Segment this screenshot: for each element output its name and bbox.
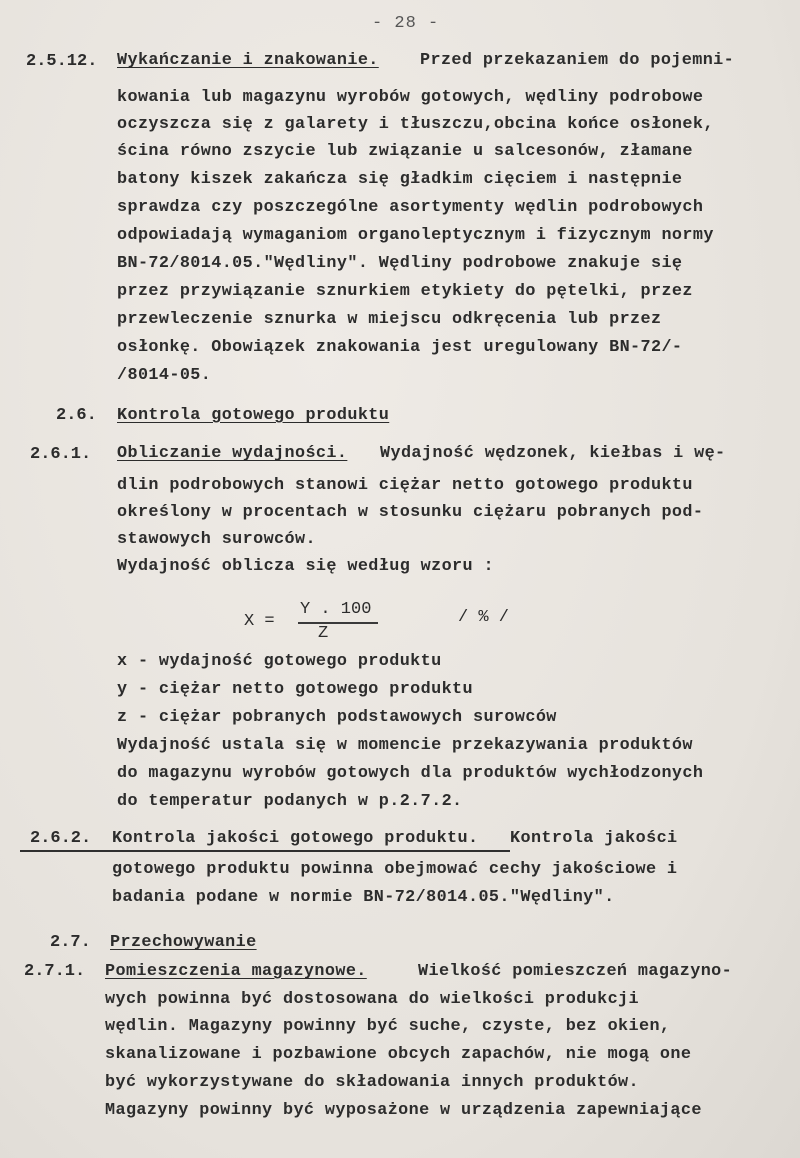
paragraph-line: dlin podrobowych stanowi ciężar netto gotowego produktu bbox=[117, 476, 693, 495]
section-title: Kontrola jakości gotowego produktu. bbox=[112, 829, 479, 848]
paragraph-line: BN-72/8014.05."Wędliny". Wędliny podrobowe znakuje się bbox=[117, 254, 683, 273]
paragraph-line: batony kiszek zakańcza się gładkim cięciem i następnie bbox=[117, 170, 683, 189]
paragraph-line: wych powinna być dostosowana do wielkości produkcji bbox=[105, 990, 639, 1009]
paragraph-line: przez przywiązanie sznurkiem etykiety do pętelki, przez bbox=[117, 282, 693, 301]
formula-denominator: Z bbox=[318, 624, 329, 643]
paragraph-line: wędlin. Magazyny powinny być suche, czyste, bez okien, bbox=[105, 1017, 671, 1036]
section-title: Przechowywanie bbox=[110, 933, 257, 952]
paragraph-line: skanalizowane i pozbawione obcych zapachów, nie mogą one bbox=[105, 1045, 692, 1064]
formula-unit: / % / bbox=[458, 608, 510, 627]
paragraph-line: osłonkę. Obowiązek znakowania jest uregulowany BN-72/- bbox=[117, 338, 683, 357]
section-title: Kontrola gotowego produktu bbox=[117, 406, 390, 425]
title-underline bbox=[20, 850, 510, 852]
paragraph-line: być wykorzystywane do składowania innych produktów. bbox=[105, 1073, 639, 1092]
fraction-bar bbox=[298, 622, 378, 624]
paragraph-line: badania podane w normie BN-72/8014.05."Wędliny". bbox=[112, 888, 615, 907]
paragraph-line: kowania lub magazynu wyrobów gotowych, wędliny podrobowe bbox=[117, 88, 704, 107]
paragraph-line: Kontrola jakości bbox=[510, 829, 678, 848]
paragraph-line: Magazyny powinny być wyposażone w urządzenia zapewniające bbox=[105, 1101, 702, 1120]
section-number: 2.6.2. bbox=[30, 829, 92, 848]
section-title: Wykańczanie i znakowanie. bbox=[117, 51, 379, 70]
section-number: 2.7. bbox=[50, 933, 91, 952]
legend-line: z - ciężar pobranych podstawowych surowców bbox=[117, 708, 557, 727]
paragraph-line: Wydajność ustala się w momencie przekazywania produktów bbox=[117, 736, 693, 755]
paragraph-line: gotowego produktu powinna obejmować cechy jakościowe i bbox=[112, 860, 678, 879]
paragraph-line: do temperatur podanych w p.2.7.2. bbox=[117, 792, 463, 811]
paragraph-line: odpowiadają wymaganiom organoleptycznym i fizycznym normy bbox=[117, 226, 714, 245]
section-number: 2.7.1. bbox=[24, 962, 86, 981]
legend-line: y - ciężar netto gotowego produktu bbox=[117, 680, 473, 699]
paragraph-line: przewleczenie sznurka w miejscu odkręcenia lub przez bbox=[117, 310, 662, 329]
paragraph-line: /8014-05. bbox=[117, 366, 212, 385]
paragraph-line: ścina równo zszycie lub związanie u salcesonów, złamane bbox=[117, 142, 693, 161]
paragraph-line: do magazynu wyrobów gotowych dla produktów wychłodzonych bbox=[117, 764, 704, 783]
legend-line: x - wydajność gotowego produktu bbox=[117, 652, 442, 671]
paragraph-line: sprawdza czy poszczególne asortymenty wędlin podrobowych bbox=[117, 198, 704, 217]
paragraph-line: oczyszcza się z galarety i tłuszczu,obcina końce osłonek, bbox=[117, 115, 714, 134]
section-number: 2.5.12. bbox=[26, 52, 98, 71]
formula-numerator: Y . 100 bbox=[300, 600, 372, 619]
paragraph-line: Wydajność oblicza się według wzoru : bbox=[117, 557, 494, 576]
paragraph-line: określony w procentach w stosunku ciężaru pobranych pod- bbox=[117, 503, 704, 522]
section-title: Pomieszczenia magazynowe. bbox=[105, 962, 367, 981]
page-number: - 28 - bbox=[372, 14, 440, 33]
paragraph-line: Przed przekazaniem do pojemni- bbox=[420, 51, 735, 70]
section-number: 2.6.1. bbox=[30, 445, 92, 464]
section-title: Obliczanie wydajności. bbox=[117, 444, 348, 463]
section-number: 2.6. bbox=[56, 406, 97, 425]
formula-lhs: X = bbox=[244, 612, 275, 631]
paragraph-line: stawowych surowców. bbox=[117, 530, 316, 549]
paragraph-line: Wielkość pomieszczeń magazyno- bbox=[418, 962, 733, 981]
paragraph-line: Wydajność wędzonek, kiełbas i wę- bbox=[380, 444, 726, 463]
